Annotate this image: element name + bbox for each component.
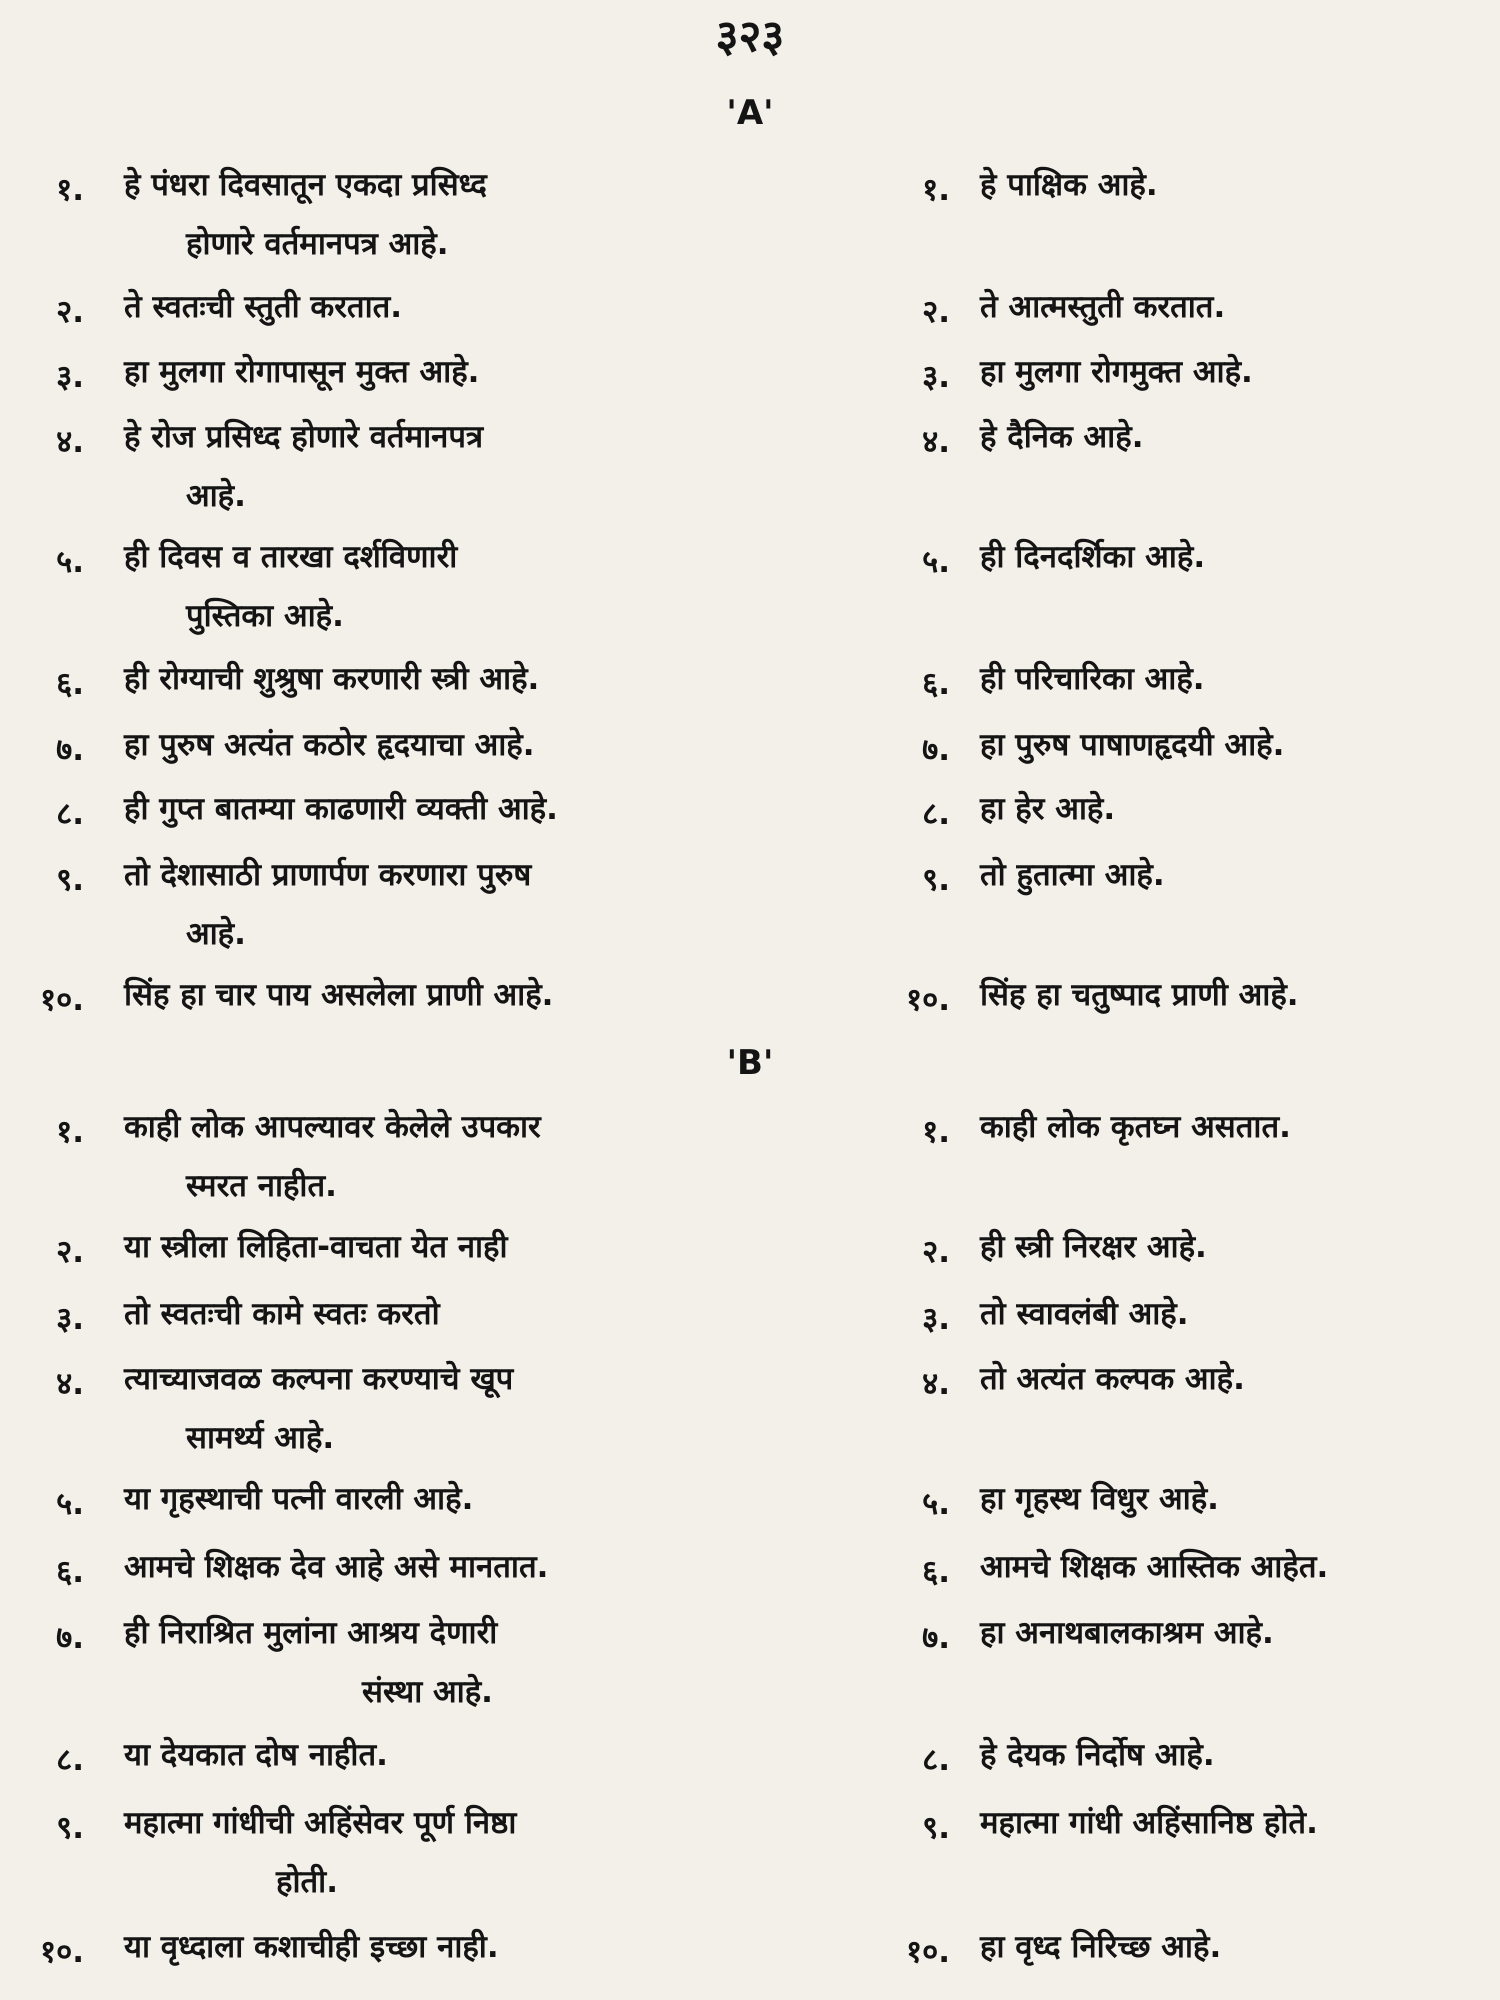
section-title: 'A' [726,93,774,133]
phrase-text: महात्मा गांधीची अहिंसेवर पूर्ण निष्ठा [124,1805,517,1841]
single-word-answer: हा मुलगा रोगमुक्त आहे. [980,354,1253,390]
answer-number: ५. [922,1486,950,1522]
phrase-text-continued: पुस्तिका आहे. [186,598,344,634]
answer-number: ९. [922,862,950,898]
phrase-text: तो स्वतःची कामे स्वतः करतो [124,1296,440,1332]
item-number: १०. [39,1934,84,1970]
page-number: ३२३ [715,11,785,62]
single-word-answer: काही लोक कृतघ्न असतात. [980,1109,1291,1145]
single-word-answer: तो अत्यंत कल्पक आहे. [980,1361,1245,1397]
single-word-answer: महात्मा गांधी अहिंसानिष्ठ होते. [980,1805,1318,1841]
phrase-text: ते स्वतःची स्तुती करतात. [124,289,403,325]
answer-number: ९. [922,1810,950,1846]
phrase-text: ही रोग्याची शुश्रुषा करणारी स्त्री आहे. [124,661,540,697]
phrase-text-continued: आहे. [186,478,246,514]
item-number: ७. [56,1620,84,1656]
single-word-answer: हे देयक निर्दोष आहे. [980,1737,1215,1773]
item-number: ६. [56,666,84,702]
single-word-answer: ही दिनदर्शिका आहे. [980,539,1206,575]
answer-number: १०. [905,982,950,1018]
item-number: ५. [56,544,84,580]
single-word-answer: आमचे शिक्षक आस्तिक आहेत. [980,1549,1329,1585]
answer-number: १. [922,1114,950,1150]
phrase-text: हा पुरुष अत्यंत कठोर हृदयाचा आहे. [124,727,535,763]
single-word-answer: तो हुतात्मा आहे. [980,857,1165,893]
phrase-text-continued: सामर्थ्य आहे. [186,1420,335,1456]
answer-number: ६. [922,1554,950,1590]
section-title: 'B' [726,1043,774,1083]
single-word-answer: हे दैनिक आहे. [980,419,1144,455]
single-word-answer: हा गृहस्थ विधुर आहे. [980,1481,1219,1517]
phrase-text-continued: संस्था आहे. [362,1674,493,1710]
phrase-text: आमचे शिक्षक देव आहे असे मानतात. [124,1549,549,1585]
single-word-answer: ते आत्मस्तुती करतात. [980,289,1226,325]
single-word-answer: ही परिचारिका आहे. [980,661,1205,697]
phrase-text-continued: होणारे वर्तमानपत्र आहे. [186,226,449,262]
item-number: ८. [56,1742,84,1778]
single-word-answer: हा अनाथबालकाश्रम आहे. [980,1615,1274,1651]
phrase-text: त्याच्याजवळ कल्पना करण्याचे खूप [124,1361,514,1397]
single-word-answer: हे पाक्षिक आहे. [980,167,1158,203]
phrase-text: ही दिवस व तारखा दर्शविणारी [124,539,458,575]
item-number: ३. [56,1301,84,1337]
single-word-answer: हा हेर आहे. [980,791,1116,827]
answer-number: ७. [922,1620,950,1656]
single-word-answer: ही स्त्री निरक्षर आहे. [980,1229,1207,1265]
item-number: २. [56,294,84,330]
item-number: १०. [39,982,84,1018]
item-number: ९. [56,1810,84,1846]
item-number: ४. [56,1366,84,1402]
item-number: २. [56,1234,84,1270]
phrase-text: काही लोक आपल्यावर केलेले उपकार [124,1109,541,1145]
phrase-text: या गृहस्थाची पत्नी वारली आहे. [124,1481,474,1517]
phrase-text: हे रोज प्रसिध्द होणारे वर्तमानपत्र [124,419,484,455]
single-word-answer: हा वृध्द निरिच्छ आहे. [980,1929,1222,1965]
answer-number: ६. [922,666,950,702]
answer-number: १०. [905,1934,950,1970]
item-number: ६. [56,1554,84,1590]
single-word-answer: तो स्वावलंबी आहे. [980,1296,1189,1332]
phrase-text: या वृध्दाला कशाचीही इच्छा नाही. [124,1929,499,1965]
answer-number: ३. [922,1301,950,1337]
item-number: ८. [56,796,84,832]
item-number: १. [56,172,84,208]
phrase-text: ही गुप्त बातम्या काढणारी व्यक्ती आहे. [124,791,558,827]
single-word-answer: हा पुरुष पाषाणहृदयी आहे. [980,727,1285,763]
answer-number: ८. [922,1742,950,1778]
item-number: ५. [56,1486,84,1522]
answer-number: ८. [922,796,950,832]
phrase-text: या देयकात दोष नाहीत. [124,1737,388,1773]
answer-number: १. [922,172,950,208]
phrase-text: तो देशासाठी प्राणार्पण करणारा पुरुष [124,857,532,893]
phrase-text: या स्त्रीला लिहिता-वाचता येत नाही [124,1229,508,1265]
item-number: १. [56,1114,84,1150]
answer-number: ४. [922,424,950,460]
phrase-text-continued: स्मरत नाहीत. [186,1168,337,1204]
answer-number: ४. [922,1366,950,1402]
item-number: ३. [56,359,84,395]
phrase-text-continued: होती. [276,1864,338,1900]
phrase-text: हा मुलगा रोगापासून मुक्त आहे. [124,354,480,390]
answer-number: ५. [922,544,950,580]
answer-number: २. [922,1234,950,1270]
item-number: ४. [56,424,84,460]
phrase-text-continued: आहे. [186,916,246,952]
item-number: ७. [56,732,84,768]
single-word-answer: सिंह हा चतुष्पाद प्राणी आहे. [980,977,1299,1013]
phrase-text: सिंह हा चार पाय असलेला प्राणी आहे. [124,977,554,1013]
answer-number: २. [922,294,950,330]
answer-number: ७. [922,732,950,768]
phrase-text: ही निराश्रित मुलांना आश्रय देणारी [124,1615,498,1651]
phrase-text: हे पंधरा दिवसातून एकदा प्रसिध्द [124,167,487,203]
item-number: ९. [56,862,84,898]
answer-number: ३. [922,359,950,395]
